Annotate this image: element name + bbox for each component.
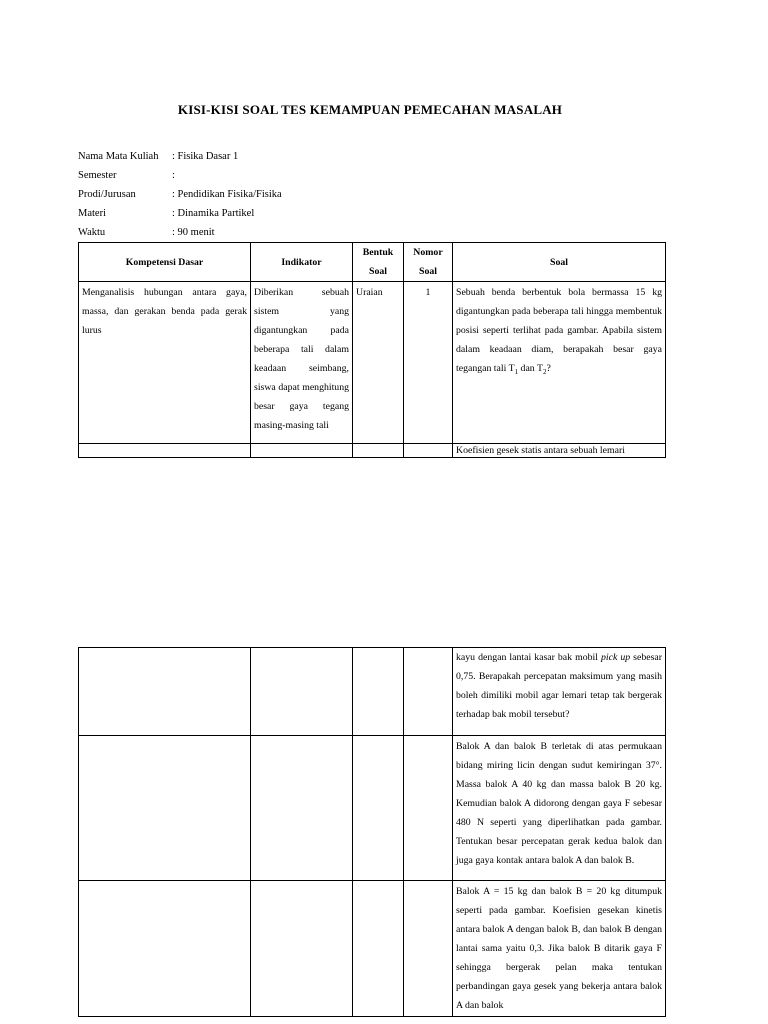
info-row-material: [78, 204, 282, 223]
subscript: 2: [542, 367, 547, 376]
info-value: : Fisika Dasar 1: [172, 151, 239, 162]
cell-empty: [404, 736, 453, 881]
table-row: [79, 881, 666, 1017]
info-label: Materi: [78, 208, 106, 219]
info-value: : Dinamika Partikel: [172, 208, 255, 219]
grid-table-page1: [78, 242, 666, 458]
info-value: : Pendidikan Fisika/Fisika: [172, 189, 282, 200]
info-label: Prodi/Jurusan: [78, 189, 136, 200]
cell-empty: [353, 444, 404, 458]
cell-empty: [404, 648, 453, 736]
table-row: [79, 648, 666, 736]
header-bentuk: Bentuk Soal: [353, 243, 404, 282]
cell-soal: Koefisien gesek statis antara sebuah lemari: [453, 444, 666, 458]
info-label: Waktu: [78, 227, 106, 238]
soal-text: ?: [546, 363, 551, 374]
cell-soal: Balok A dan balok B terletak di atas permukaan bidang miring licin dengan sudut kemiringan 37°. Massa balok A 40 kg dan massa balok B 20 kg. Kemudian balok A didorong dengan gaya F sebesar 480 N seperti yang diperlihatkan pada gambar. Tentukan besar percepatan gerak kedua balok dan juga gaya kontak antara balok A dan balok B.: [453, 736, 666, 881]
cell-empty: [79, 736, 251, 881]
header-soal: Soal: [453, 243, 666, 282]
subscript: 1: [514, 367, 519, 376]
cell-soal: [453, 648, 666, 736]
header-indikator: Indikator: [251, 243, 353, 282]
cell-empty: [404, 444, 453, 458]
cell-empty: [251, 881, 353, 1017]
info-value: :: [172, 170, 175, 181]
soal-emphasis: pick up: [600, 652, 631, 663]
cell-empty: [79, 444, 251, 458]
cell-kompetensi: Menganalisis hubungan antara gaya, massa, dan gerakan benda pada gerak lurus: [79, 282, 251, 444]
soal-text: Sebuah benda berbentuk bola bermassa 15 kg digantungkan pada beberapa tali hingga membentuk posisi seperti terlihat pada gambar. Apabila sistem dalam keadaan diam, berapakah besar gaya tegangan tali T: [456, 287, 662, 374]
soal-text: kayu dengan lantai kasar bak mobil: [456, 652, 601, 663]
cell-empty: [251, 648, 353, 736]
cell-nomor: 1: [404, 282, 453, 444]
course-info: [78, 147, 282, 242]
page-title: KISI-KISI SOAL TES KEMAMPUAN PEMECAHAN MASALAH: [177, 102, 563, 117]
table-row: [79, 736, 666, 881]
cell-empty: [353, 648, 404, 736]
cell-empty: [251, 736, 353, 881]
table-header-row: [79, 243, 666, 282]
cell-bentuk: Uraian: [353, 282, 404, 444]
grid-table-page2: [78, 647, 666, 1017]
header-nomor: Nomor Soal: [404, 243, 453, 282]
cell-empty: [251, 444, 353, 458]
info-label: Semester: [78, 170, 117, 181]
cell-soal: [453, 282, 666, 444]
info-row-program: [78, 185, 282, 204]
info-row-semester: [78, 166, 282, 185]
cell-empty: [353, 736, 404, 881]
cell-soal: Balok A = 15 kg dan balok B = 20 kg ditumpuk seperti pada gambar. Koefisien gesekan kinetis antara balok A dengan balok B, dan balok B dengan lantai sama yaitu 0,3. Jika balok B ditarik gaya F sehingga bergerak pelan maka tentukan perbandingan gaya gesek yang bekerja antara balok A dan balok: [453, 881, 666, 1017]
info-label: Nama Mata Kuliah: [78, 151, 159, 162]
cell-empty: [79, 648, 251, 736]
table-row: [79, 444, 666, 458]
soal-text: sebesar 0,75. Berapakah percepatan maksimum yang masih boleh dimiliki mobil agar lemari tetap tak bergerak terhadap bak mobil tersebut?: [456, 652, 663, 720]
table-row: [79, 282, 666, 444]
cell-indikator: Diberikan sebuah sistem yang digantungkan pada beberapa tali dalam keadaan seimbang, siswa dapat menghitung besar gaya tegang masing-masing tali: [251, 282, 353, 444]
cell-empty: [79, 881, 251, 1017]
info-value: : 90 menit: [172, 227, 215, 238]
cell-empty: [404, 881, 453, 1017]
soal-text: dan T: [518, 363, 543, 374]
cell-empty: [353, 881, 404, 1017]
header-kompetensi: Kompetensi Dasar: [79, 243, 251, 282]
info-row-course: [78, 147, 282, 166]
info-row-time: [78, 223, 282, 242]
